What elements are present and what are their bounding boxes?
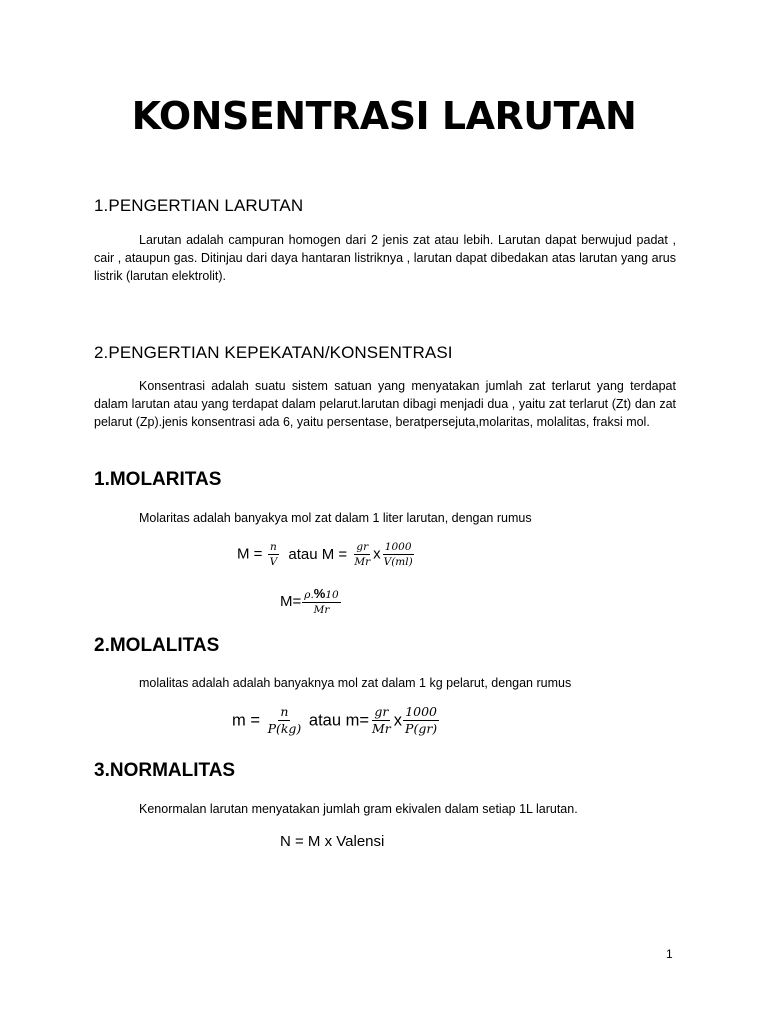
fraction-numerator: gr	[374, 704, 389, 719]
formula-lhs: M =	[237, 545, 263, 563]
formula-text: atau m=	[308, 711, 369, 730]
percent-symbol: %	[313, 586, 326, 601]
fraction-n-over-v	[268, 541, 280, 568]
fraction-numerator: gr	[356, 541, 369, 553]
paragraph-pengertian-larutan	[94, 231, 676, 285]
fraction-numerator: n	[280, 704, 289, 719]
section-heading-pengertian-konsentrasi: 2.PENGERTIAN KEPEKATAN/KONSENTRASI	[94, 343, 453, 362]
formula-lhs: m =	[232, 711, 260, 730]
formula-times: x	[373, 545, 381, 563]
paragraph-text: Konsentrasi adalah suatu sistem satuan yang menyatakan jumlah zat terlarut yang terdapat dalam larutan atau yang terdapat dalam pelarut.larutan dibagi menjadi dua , yaitu zat terlarut (Zt) dan zat pelarut (Zp).jenis konsentrasi ada 6, yaitu persentase, beratpersejuta,molaritas, molalitas, fraksi mol.	[94, 379, 676, 429]
molaritas-formula	[237, 541, 416, 568]
heading-molalitas: 2.MOLALITAS	[94, 635, 220, 656]
molalitas-description: molalitas adalah adalah banyaknya mol zat dalam 1 kg pelarut, dengan rumus	[139, 676, 572, 690]
page-title: KONSENTRASI LARUTAN	[131, 94, 637, 138]
formula-text: atau M =	[288, 545, 348, 563]
fraction-denominator: Mr	[354, 556, 371, 568]
formula-lhs: M=	[280, 593, 302, 610]
formula-times: x	[393, 711, 403, 730]
fraction-denominator: Mr	[372, 721, 391, 736]
paragraph-pengertian-konsentrasi	[94, 377, 676, 431]
fraction-denominator: P(gr)	[405, 721, 438, 736]
normalitas-formula: N = M x Valensi	[280, 833, 385, 850]
fraction-gr-over-mr	[370, 705, 393, 736]
molaritas-description: Molaritas adalah banyakya mol zat dalam 1 liter larutan, dengan rumus	[139, 511, 532, 525]
fraction-denominator: P(kg)	[267, 721, 302, 736]
page-number: 1	[666, 947, 673, 961]
heading-molaritas: 1.MOLARITAS	[94, 469, 222, 490]
fraction-numerator	[302, 588, 340, 603]
rho-symbol: ρ.	[304, 589, 314, 601]
normalitas-description: Kenormalan larutan menyatakan jumlah gram ekivalen dalam setiap 1L larutan.	[139, 802, 578, 816]
fraction-denominator: Mr	[313, 604, 330, 616]
heading-normalitas: 3.NORMALITAS	[94, 760, 236, 781]
fraction-numerator: 1000	[405, 704, 438, 719]
molaritas-formula-density	[280, 588, 342, 616]
fraction-1000-over-vml	[382, 541, 415, 568]
fraction-rho-percent-over-mr	[302, 588, 340, 616]
section-heading-pengertian-larutan: 1.PENGERTIAN LARUTAN	[94, 196, 304, 215]
molalitas-formula	[232, 705, 440, 736]
fraction-n-over-pkg	[266, 705, 304, 736]
paragraph-text: Larutan adalah campuran homogen dari 2 jenis zat atau lebih. Larutan dapat berwujud padat , cair , ataupun gas. Ditinjau dari daya hantaran listriknya , larutan dapat dibedakan atas larutan yang arus listrik (larutan elektrolit).	[94, 233, 676, 283]
fraction-gr-over-mr	[352, 541, 372, 568]
fraction-denominator: V(ml)	[383, 556, 413, 568]
fraction-numerator: 1000	[384, 541, 412, 553]
fraction-denominator: V	[269, 556, 278, 568]
ten-value: 10	[325, 589, 339, 601]
fraction-numerator: n	[270, 541, 277, 553]
fraction-1000-over-pgr	[403, 705, 439, 736]
